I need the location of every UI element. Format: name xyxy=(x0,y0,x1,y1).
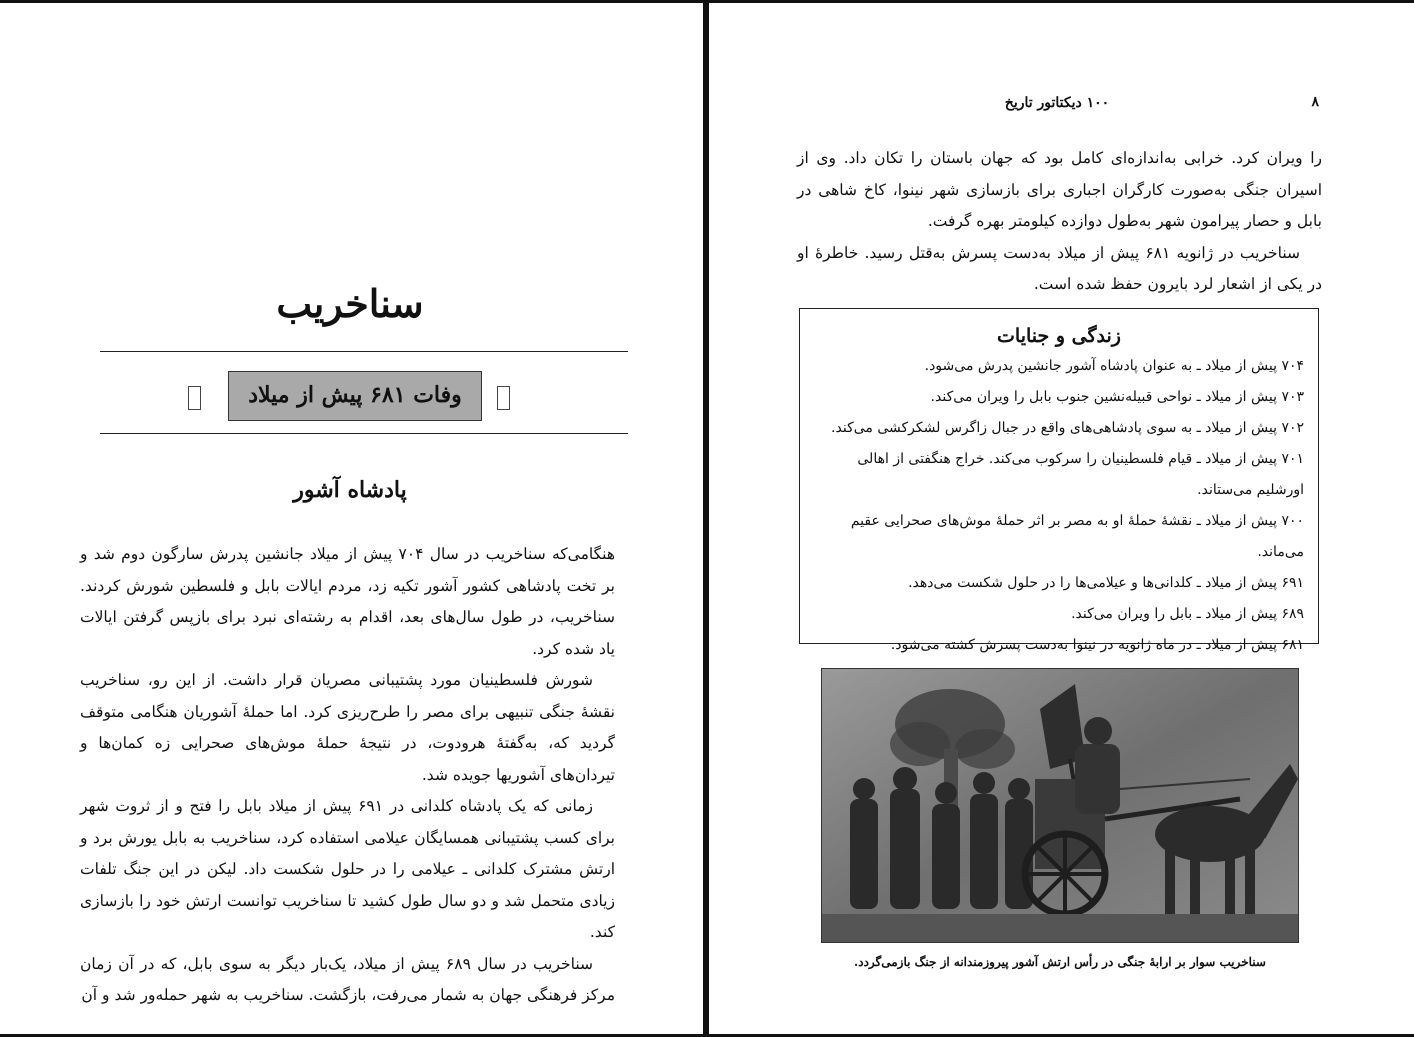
paragraph: زمانی که یک پادشاه کلدانی در ۶۹۱ پیش از میلاد بابل را فتح و از ثروت شهر برای کسب پشتیبانی همسایگان عیلامی استفاده کرد، سناخریب به بابل یورش برد و ارتش مشترک کلدانی ـ عیلامی را در حلول شکست داد. لیکن در این جنگ تلفات زیادی متحمل شد و دو سال طول کشید تا سناخریب توانست ارتش خود را بازسازی کند. xyxy=(80,797,615,941)
running-header: ۱۰۰ دیکتاتور تاریخ xyxy=(1004,95,1110,111)
timeline-item: ۷۰۱ پیش از میلاد ـ قیام فلسطینیان را سرکوب می‌کند. خراج هنگفتی از اهالی اورشلیم می‌ستاند. xyxy=(857,451,1304,498)
chariot-relief-image xyxy=(821,668,1299,943)
section-subtitle: پادشاه آشور xyxy=(293,477,407,503)
image-caption: سناخریب سوار بر ارابهٔ جنگی در رأس ارتش آشور پیروزمندانه از جنگ بازمی‌گردد. xyxy=(854,955,1266,969)
timeline-item: ۷۰۳ پیش از میلاد ـ نواحی قبیله‌نشین جنوب بابل را ویران می‌کند. xyxy=(930,389,1304,405)
timeline-item: ۷۰۴ پیش از میلاد ـ به عنوان پادشاه آشور جانشین پدرش می‌شود. xyxy=(924,358,1304,374)
timeline-list xyxy=(814,351,1304,661)
timeline-title: زندگی و جنایات xyxy=(997,325,1121,347)
date-band: وفات ۶۸۱ پیش از میلاد xyxy=(228,371,482,421)
timeline-item: ۶۸۱ پیش از میلاد ـ در ماه ژانویه در نینوا به‌دست پسرش کشته می‌شود. xyxy=(890,637,1304,653)
relief-illustration xyxy=(821,669,1298,943)
ornament-square-left xyxy=(188,386,201,410)
paragraph: شورش فلسطینیان مورد پشتیبانی مصریان قرار داشت. از این رو، سناخریب نقشهٔ جنگی تنبیهی برای مصر را طرح‌ریزی کرد. اما حملهٔ آشوریان هنگامی متوقف گردید که، به‌گفتهٔ هرودوت، در نتیجهٔ حملهٔ موش‌های صحرایی زه کمان‌ها و تیردان‌های آشوریها جویده شد. xyxy=(80,671,615,784)
left-page xyxy=(0,3,703,1034)
title-rule-bottom xyxy=(100,433,628,434)
ornament-square-right xyxy=(497,386,510,410)
paragraph: را ویران کرد. خرابی به‌اندازه‌ای کامل بود که جهان باستان را تکان داد. وی از اسیران جنگی به‌صورت کارگران اجباری برای بازسازی شهر نینوا، کاخ شاهی در بابل و حصار پیرامون شهر به‌طول دوازده کیلومتر بهره گرفت. xyxy=(797,149,1322,230)
timeline-item: ۶۸۹ پیش از میلاد ـ بابل را ویران می‌کند. xyxy=(1071,606,1304,622)
timeline-item: ۷۰۲ پیش از میلاد ـ به سوی پادشاهی‌های واقع در جبال زاگرس لشکرکشی می‌کند. xyxy=(831,420,1304,436)
paragraph: سناخریب در ژانویه ۶۸۱ پیش از میلاد به‌دست پسرش به‌قتل رسید. خاطرهٔ او در یکی از اشعار لرد بایرون حفظ شده است. xyxy=(797,243,1322,293)
right-body-text xyxy=(797,143,1322,301)
right-page xyxy=(709,3,1414,1034)
timeline-box xyxy=(799,308,1319,653)
left-body-text xyxy=(80,539,615,1012)
title-rule-top xyxy=(100,351,628,352)
timeline-item: ۶۹۱ پیش از میلاد ـ کلدانی‌ها و عیلامی‌ها را در حلول شکست می‌دهد. xyxy=(908,575,1304,591)
paragraph: هنگامی‌که سناخریب در سال ۷۰۴ پیش از میلاد جانشین پدرش سارگون دوم شد و بر تخت پادشاهی کشور آشور تکیه زد، مردم ایالات بابل و فلسطین شورش کردند. سناخریب، در طول سال‌های بعد، اقدام به رشته‌ای نبرد برای بازپس گرفتن ایالات یاد شده کرد. xyxy=(80,545,615,658)
page-number: ۸ xyxy=(1311,94,1319,110)
chapter-title: سناخریب xyxy=(276,281,424,326)
timeline-item: ۷۰۰ پیش از میلاد ـ نقشهٔ حملهٔ او به مصر بر اثر حملهٔ موش‌های صحرایی عقیم می‌ماند. xyxy=(850,513,1304,560)
paragraph: سناخریب در سال ۶۸۹ پیش از میلاد، یک‌بار دیگر به سوی بابل، که در آن زمان مرکز فرهنگی جهان به شمار می‌رفت، بازگشت. سناخریب به شهر حمله‌ور شد و آن xyxy=(80,954,615,1004)
